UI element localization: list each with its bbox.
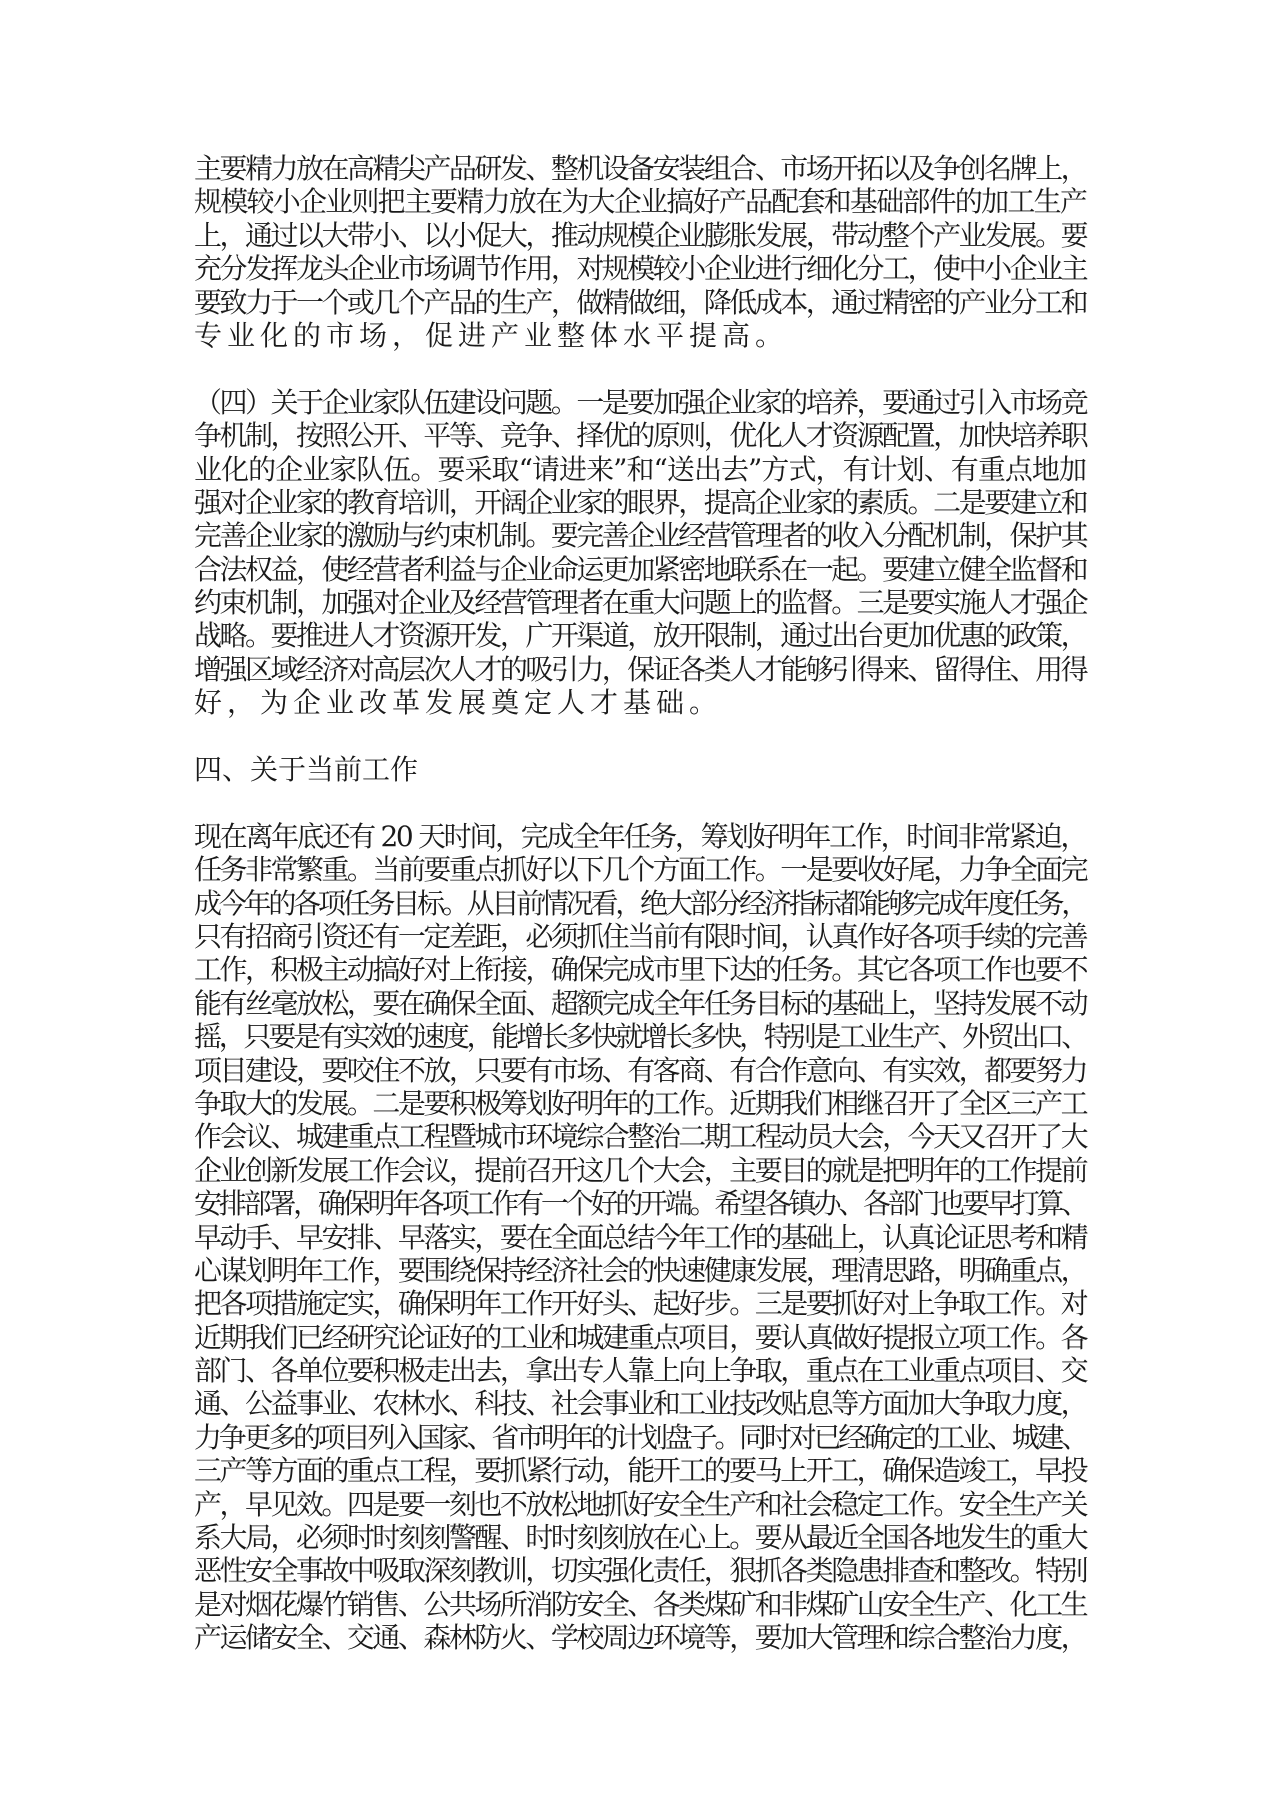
text-line: 要致力于一个或几个产品的生产，做精做细，降低成本，通过精密的产业分工和 <box>194 285 1086 319</box>
paragraph-spacer <box>194 352 1086 385</box>
text-line: 系大局，必须时时刻刻警醒、时时刻刻放在心上。要从最近全国各地发生的重大 <box>194 1521 1086 1555</box>
text-line: 任务非常繁重。当前要重点抓好以下几个方面工作。一是要收好尾，力争全面完 <box>194 853 1086 887</box>
text-line: 战略。要推进人才资源开发，广开渠道，放开限制，通过出台更加优惠的政策， <box>194 619 1086 653</box>
text-line: 近期我们已经研究论证好的工业和城建重点项目，要认真做好提报立项工作。各 <box>194 1320 1086 1354</box>
text-line: 摇，只要是有实效的速度，能增长多快就增长多快，特别是工业生产、外贸出口、 <box>194 1020 1086 1054</box>
text-line: 企业创新发展工作会议，提前召开这几个大会，主要目的就是把明年的工作提前 <box>194 1153 1086 1187</box>
text-line: 增强区域经济对高层次人才的吸引力，保证各类人才能够引得来、留得住、用得 <box>194 652 1086 686</box>
text-line: 业化的企业家队伍。要采取“请进来”和“送出去”方式，有计划、有重点地加 <box>194 452 1086 486</box>
paragraph-current-work <box>194 820 1086 1655</box>
paragraph-industry-division <box>194 152 1086 352</box>
section-heading: 四、关于当前工作 <box>194 753 419 787</box>
text-line: 强对企业家的教育培训，开阔企业家的眼界，提高企业家的素质。二是要建立和 <box>194 485 1086 519</box>
text-line: 规模较小企业则把主要精力放在为大企业搞好产品配套和基础部件的加工生产 <box>194 185 1086 219</box>
text-line: 争机制，按照公开、平等、竞争、择优的原则，优化人才资源配置，加快培养职 <box>194 419 1086 453</box>
text-line: 工作，积极主动搞好对上衔接，确保完成市里下达的任务。其它各项工作也要不 <box>194 953 1086 987</box>
text-line: 只有招商引资还有一定差距，必须抓住当前有限时间，认真作好各项手续的完善 <box>194 919 1086 953</box>
text-line: 争取大的发展。二是要积极筹划好明年的工作。近期我们相继召开了全区三产工 <box>194 1086 1086 1120</box>
text-line: 能有丝毫放松，要在确保全面、超额完成全年任务目标的基础上，坚持发展不动 <box>194 986 1086 1020</box>
paragraph-spacer <box>194 786 1086 819</box>
text-line: 上，通过以大带小、以小促大，推动规模企业膨胀发展，带动整个产业发展。要 <box>194 218 1086 252</box>
text-line: 产运储安全、交通、森林防火、学校周边环境等，要加大管理和综合整治力度， <box>194 1621 1086 1655</box>
text-line: 恶性安全事故中吸取深刻教训，切实强化责任，狠抓各类隐患排查和整改。特别 <box>194 1554 1086 1588</box>
text-line: 安排部署，确保明年各项工作有一个好的开端。希望各镇办、各部门也要早打算、 <box>194 1187 1086 1221</box>
text-line: 充分发挥龙头企业市场调节作用，对规模较小企业进行细化分工，使中小企业主 <box>194 252 1086 286</box>
text-line: 约束机制，加强对企业及经营管理者在重大问题上的监督。三是要实施人才强企 <box>194 586 1086 620</box>
text-line: 主要精力放在高精尖产品研发、整机设备安装组合、市场开拓以及争创名牌上， <box>194 152 1086 185</box>
document-page <box>194 152 1086 1655</box>
text-line: 心谋划明年工作，要围绕保持经济社会的快速健康发展，理清思路，明确重点， <box>194 1253 1086 1287</box>
text-line: 早动手、早安排、早落实，要在全面总结今年工作的基础上，认真论证思考和精 <box>194 1220 1086 1254</box>
text-line: 完善企业家的激励与约束机制。要完善企业经营管理者的收入分配机制，保护其 <box>194 519 1086 553</box>
text-line: 项目建设，要咬住不放，只要有市场、有客商、有合作意向、有实效，都要努力 <box>194 1053 1086 1087</box>
paragraph-entrepreneur-team <box>194 386 1086 720</box>
text-line: 力争更多的项目列入国家、省市明年的计划盘子。同时对已经确定的工业、城建、 <box>194 1420 1086 1454</box>
text-line: 通、公益事业、农林水、科技、社会事业和工业技改贴息等方面加大争取力度， <box>194 1387 1086 1421</box>
text-line: 把各项措施定实，确保明年工作开好头、起好步。三是要抓好对上争取工作。对 <box>194 1287 1086 1321</box>
text-line: 现在离年底还有 20 天时间，完成全年任务，筹划好明年工作，时间非常紧迫， <box>194 819 1086 853</box>
text-line: 作会议、城建重点工程暨城市环境综合整治二期工程动员大会，今天又召开了大 <box>194 1120 1086 1154</box>
text-line: 产，早见效。四是要一刻也不放松地抓好安全生产和社会稳定工作。安全生产关 <box>194 1487 1086 1521</box>
text-line: 三产等方面的重点工程，要抓紧行动，能开工的要马上开工，确保造竣工，早投 <box>194 1454 1086 1488</box>
paragraph-spacer <box>194 720 1086 753</box>
text-line: 合法权益，使经营者利益与企业命运更加紧密地联系在一起。要建立健全监督和 <box>194 552 1086 586</box>
text-line: （四）关于企业家队伍建设问题。一是要加强企业家的培养，要通过引入市场竞 <box>194 385 1086 419</box>
text-line: 是对烟花爆竹销售、公共场所消防安全、各类煤矿和非煤矿山安全生产、化工生 <box>194 1587 1086 1621</box>
text-line: 成今年的各项任务目标。从目前情况看，绝大部分经济指标都能够完成年度任务， <box>194 886 1086 920</box>
text-line: 专业化的市场，促进产业整体水平提高。 <box>194 318 789 352</box>
text-line: 部门、各单位要积极走出去，拿出专人靠上向上争取，重点在工业重点项目、交 <box>194 1354 1086 1388</box>
text-line: 好，为企业改革发展奠定人才基础。 <box>194 686 723 720</box>
